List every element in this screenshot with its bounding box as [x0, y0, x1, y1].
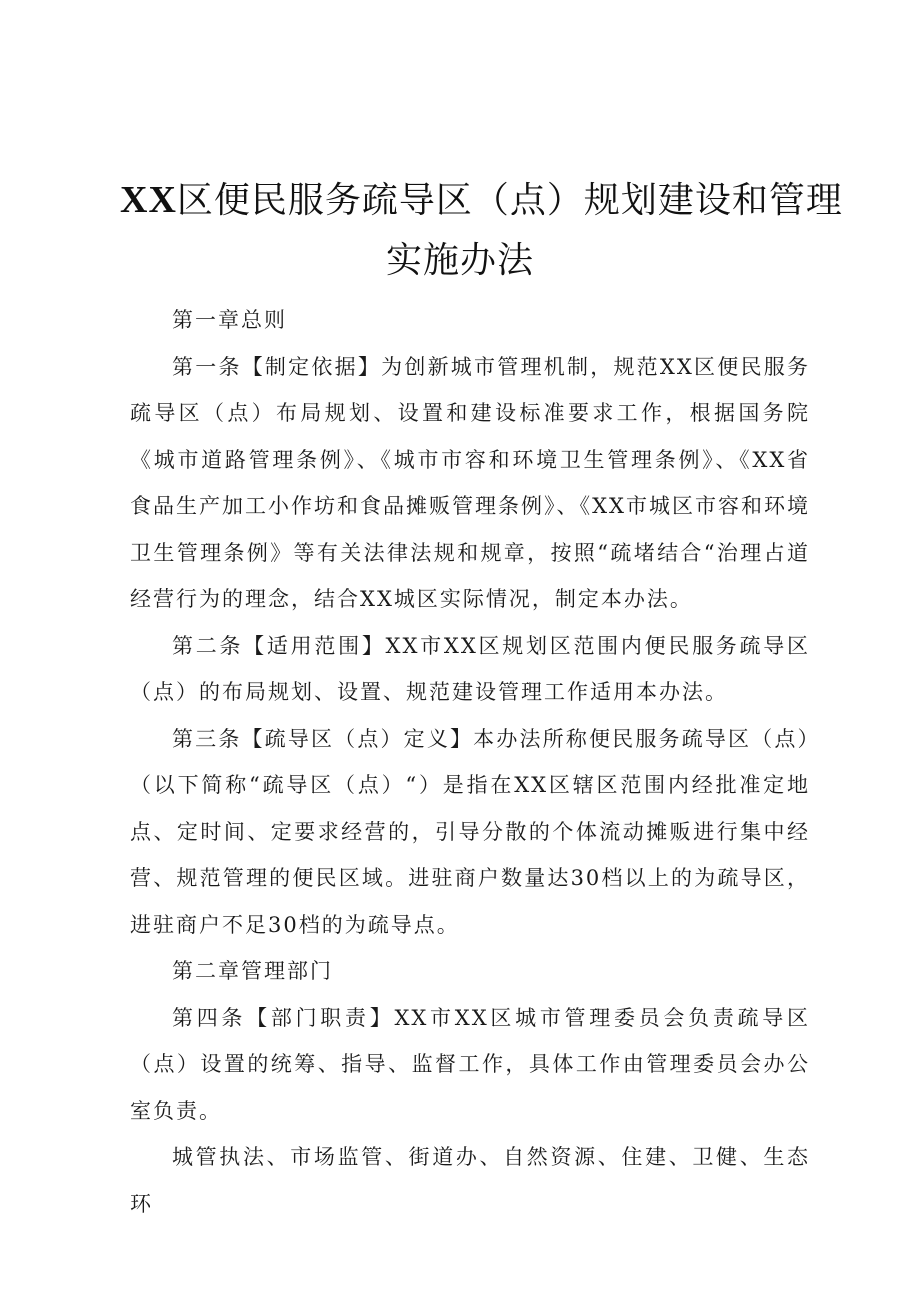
title-line-1-text: 区便民服务疏导区（点）规划建设和管理: [176, 180, 843, 221]
article-1: 第一条【制定依据】为创新城市管理机制，规范XX区便民服务疏导区（点）布局规划、设置和建设标准要求工作，根据国务院《城市道路管理条例》、《城市市容和环境卫生管理条例》、《XX省食品生产加工小作坊和食品摊贩管理条例》、《XX市城区市容和环境卫生管理条例》等有关法律法规和规章，按照“疏堵结合“治理占道经营行为的理念，结合XX城区实际情况，制定本办法。: [130, 354, 810, 611]
article-2: 第二条【适用范围】XX市XX区规划区范围内便民服务疏导区（点）的布局规划、设置、规范建设管理工作适用本办法。: [130, 633, 810, 704]
article-5-partial: 城管执法、市场监管、街道办、自然资源、住建、卫健、生态环: [130, 1145, 810, 1216]
article-3: 第三条【疏导区（点）定义】本办法所称便民服务疏导区（点）（以下简称“疏导区（点）“）是指在XX区辖区范围内经批准定地点、定时间、定要求经营的，引导分散的个体流动摊贩进行集中经营、规范管理的便民区域。进驻商户数量达30档以上的为疏导区，进驻商户不足30档的为疏导点。: [130, 726, 810, 937]
article-4: 第四条【部门职责】XX市XX区城市管理委员会负责疏导区（点）设置的统筹、指导、监督工作，具体工作由管理委员会办公室负责。: [130, 1005, 810, 1123]
document-title-line-1: [120, 172, 843, 223]
chapter-1-heading: 第一章总则: [172, 308, 287, 332]
title-prefix: XX: [120, 179, 177, 221]
chapter-2-heading: 第二章管理部门: [172, 959, 333, 983]
document-title-line-2: 实施办法: [385, 240, 534, 281]
document-body: [130, 297, 810, 1227]
